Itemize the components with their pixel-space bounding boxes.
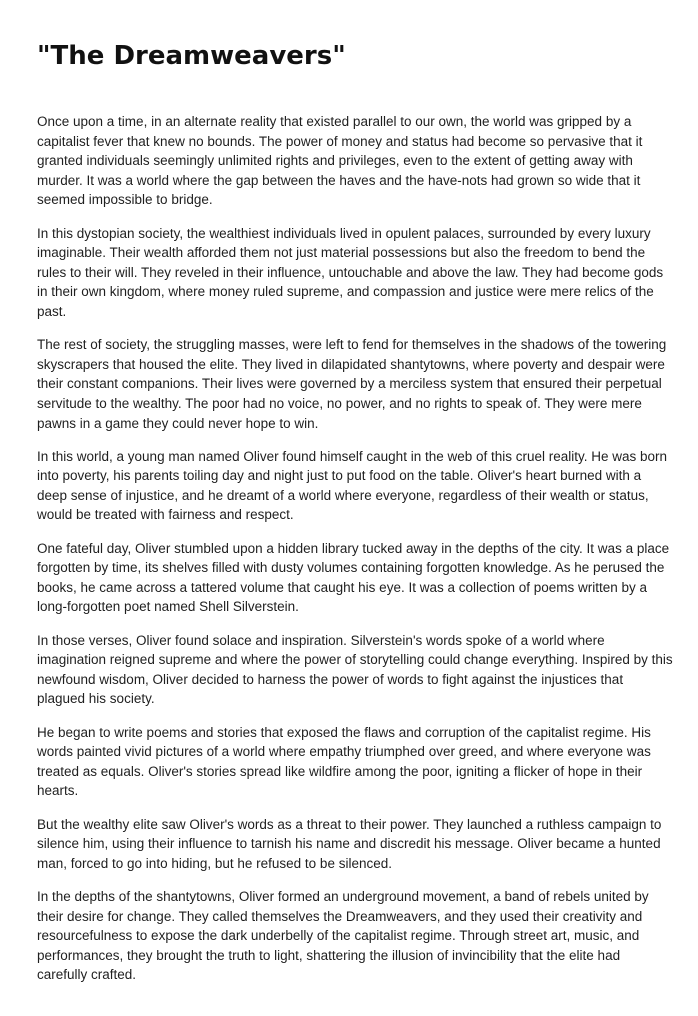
document-title: "The Dreamweavers" — [37, 41, 346, 71]
paragraph-1: Once upon a time, in an alternate reality that existed parallel to our own, the world was gripped by a capitalist fever that knew no bounds. The power of money and status had become so pervasive that it granted individuals seemingly unlimited rights and privileges, even to the extent of getting away with murder. It was a world where the gap between the haves and the have-nots had grown so wide that it seemed impossible to bridge. — [37, 114, 643, 208]
paragraph-6: In those verses, Oliver found solace and inspiration. Silverstein's words spoke of a world where imagination reigned supreme and where the power of storytelling could change everything. Inspired by this newfound wisdom, Oliver decided to harness the power of words to fight against the injustices that plagued his society. — [37, 632, 673, 707]
paragraph-3: The rest of society, the struggling masses, were left to fend for themselves in the shadows of the towering skyscrapers that housed the elite. They lived in dilapidated shantytowns, where poverty and despair were their constant companions. Their lives were governed by a merciless system that ensured their perpetual servitude to the wealthy. The poor had no voice, no power, and no rights to speak of. They were mere pawns in a game they could never hope to win. — [37, 337, 667, 431]
paragraph-9: In the depths of the shantytowns, Oliver formed an underground movement, a band of rebels united by their desire for change. They called themselves the Dreamweavers, and they used their creativity and resourcefulness to expose the dark underbelly of the capitalist regime. Through street art, music, and performances, they brought the truth to light, shattering the illusion of invincibility that the elite had carefully crafted. — [37, 888, 649, 983]
paragraph-5: One fateful day, Oliver stumbled upon a hidden library tucked away in the depths of the city. It was a place forgotten by time, its shelves filled with dusty volumes containing forgotten knowledge. As he perused the books, he came across a tattered volume that caught his eye. It was a collection of poems written by a long-forgotten poet named Shell Silverstein. — [37, 540, 670, 615]
paragraph-4: In this world, a young man named Oliver found himself caught in the web of this cruel reality. He was born into poverty, his parents toiling day and night just to put food on the table. Oliver's heart burned with a deep sense of injustice, and he dreamt of a world where everyone, regardless of their wealth or status, would be treated with fairness and respect. — [37, 448, 668, 523]
paragraph-7: He began to write poems and stories that exposed the flaws and corruption of the capitalist regime. His words painted vivid pictures of a world where empathy triumphed over greed, and where everyone was treated as equals. Oliver's stories spread like wildfire among the poor, igniting a flicker of hope in their hearts. — [37, 724, 651, 799]
paragraph-2: In this dystopian society, the wealthiest individuals lived in opulent palaces, surrounded by every luxury imaginable. Their wealth afforded them not just material possessions but also the freedom to bend the rules to their will. They reveled in their influence, untouchable and above the law. They had become gods in their own kingdom, where money ruled supreme, and compassion and justice were mere relics of the past. — [37, 225, 664, 319]
paragraph-8: But the wealthy elite saw Oliver's words as a threat to their power. They launched a ruthless campaign to silence him, using their influence to tarnish his name and discredit his message. Oliver became a hunted man, forced to go into hiding, but he refused to be silenced. — [37, 816, 662, 871]
